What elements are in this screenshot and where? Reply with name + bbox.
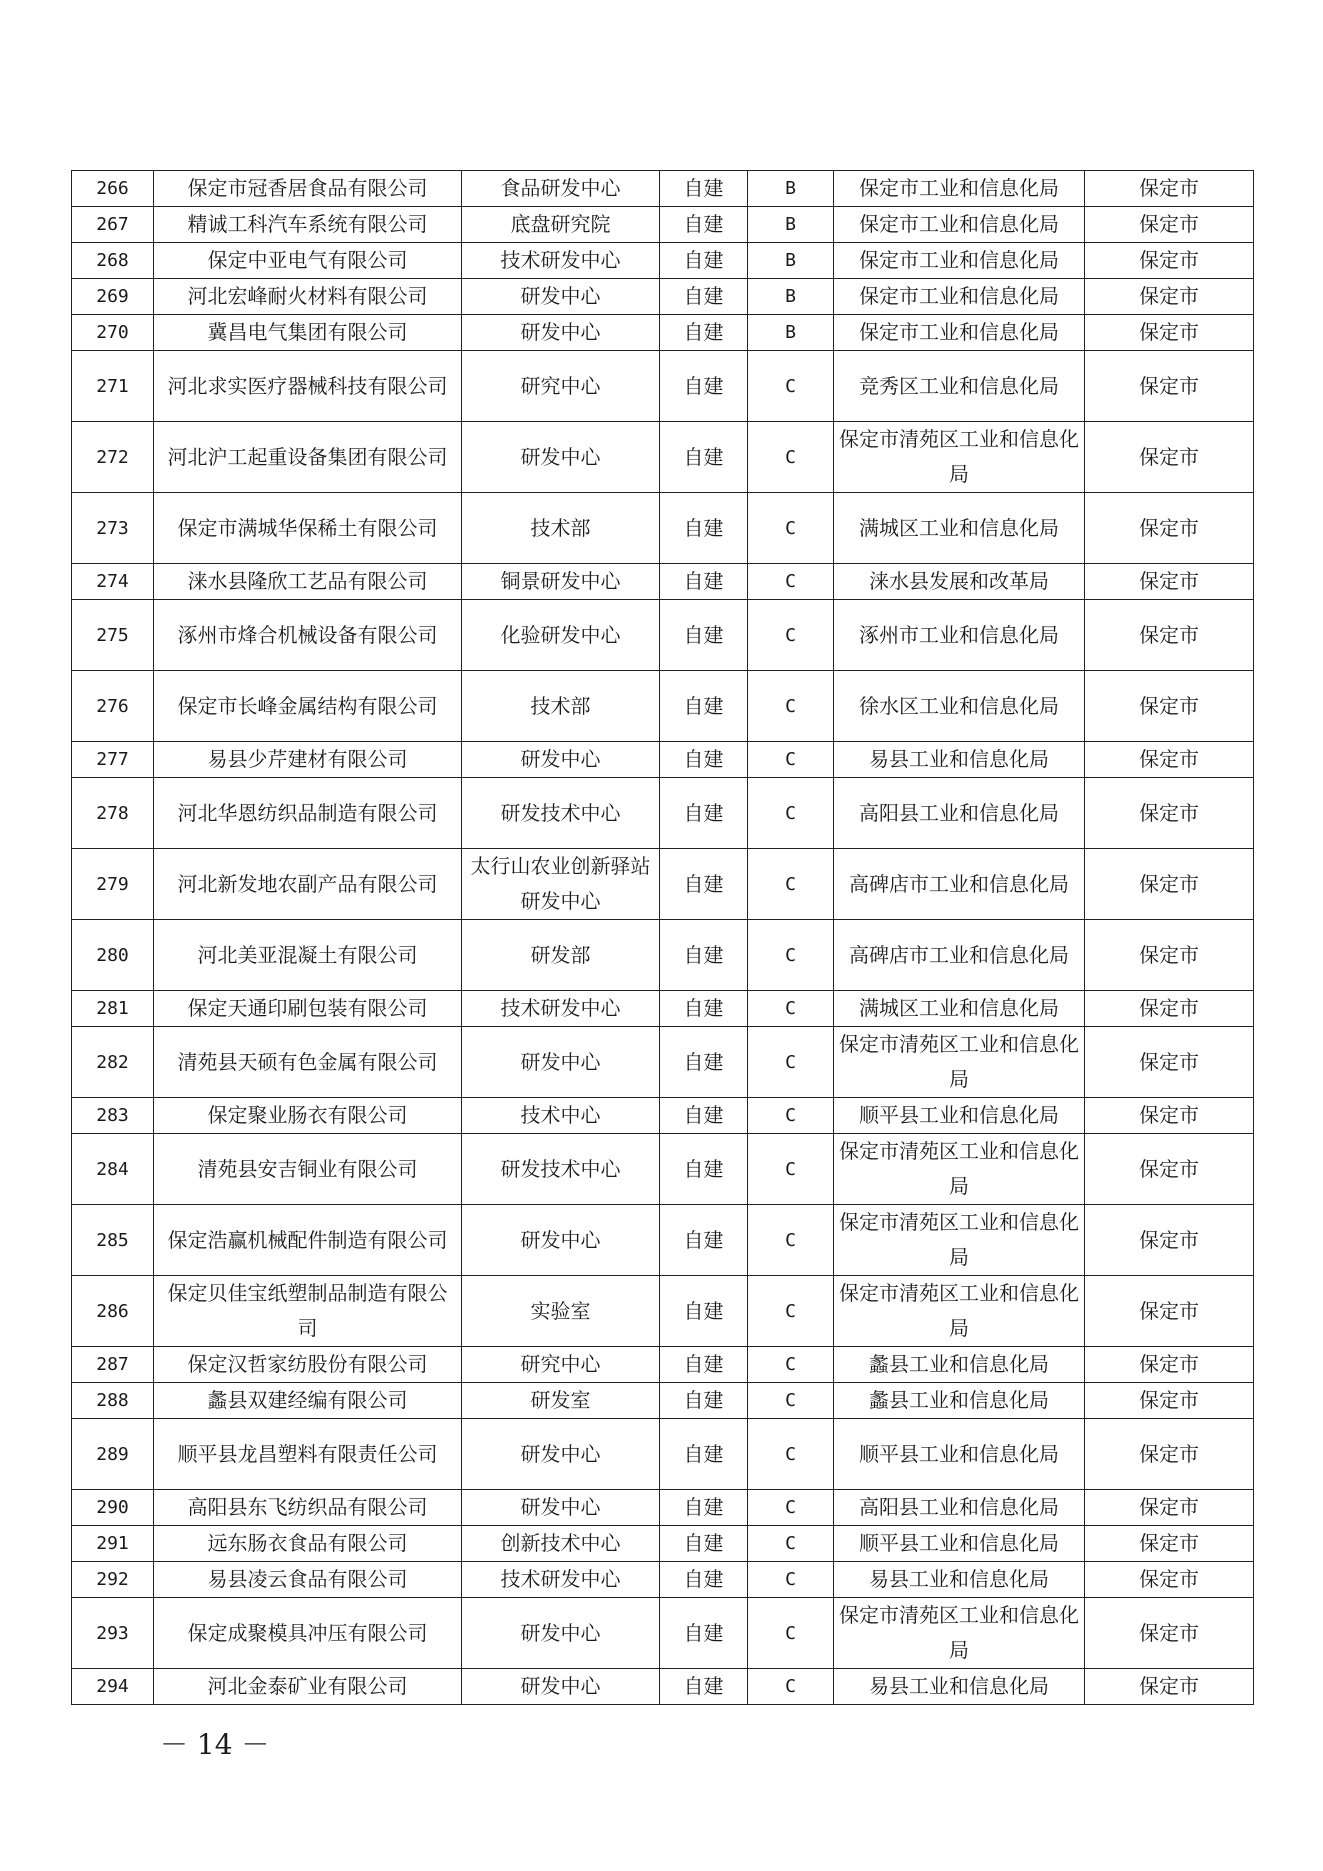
grade-cell: C bbox=[748, 1598, 834, 1669]
supervising-department-cell: 保定市工业和信息化局 bbox=[834, 279, 1085, 315]
table-row bbox=[72, 207, 1254, 243]
city-cell: 保定市 bbox=[1085, 778, 1254, 849]
build-type-cell: 自建 bbox=[660, 1205, 748, 1276]
build-type-cell: 自建 bbox=[660, 849, 748, 920]
rd-center-name-cell: 技术研发中心 bbox=[462, 243, 660, 279]
build-type-cell: 自建 bbox=[660, 351, 748, 422]
city-cell: 保定市 bbox=[1085, 564, 1254, 600]
city-cell: 保定市 bbox=[1085, 1027, 1254, 1098]
company-name-cell: 保定聚业肠衣有限公司 bbox=[154, 1098, 462, 1134]
grade-cell: C bbox=[748, 1134, 834, 1205]
grade-cell: C bbox=[748, 991, 834, 1027]
row-number-cell: 286 bbox=[72, 1276, 154, 1347]
table-row bbox=[72, 1562, 1254, 1598]
supervising-department-cell: 顺平县工业和信息化局 bbox=[834, 1098, 1085, 1134]
city-cell: 保定市 bbox=[1085, 171, 1254, 207]
rd-center-name-cell: 研发室 bbox=[462, 1383, 660, 1419]
company-name-cell: 河北宏峰耐火材料有限公司 bbox=[154, 279, 462, 315]
supervising-department-cell: 高碑店市工业和信息化局 bbox=[834, 920, 1085, 991]
supervising-department-cell: 易县工业和信息化局 bbox=[834, 1669, 1085, 1705]
city-cell: 保定市 bbox=[1085, 1490, 1254, 1526]
row-number-cell: 281 bbox=[72, 991, 154, 1027]
rd-center-name-cell: 研究中心 bbox=[462, 351, 660, 422]
table-row bbox=[72, 778, 1254, 849]
table-row bbox=[72, 849, 1254, 920]
city-cell: 保定市 bbox=[1085, 1098, 1254, 1134]
supervising-department-cell: 顺平县工业和信息化局 bbox=[834, 1419, 1085, 1490]
company-name-cell: 河北求实医疗器械科技有限公司 bbox=[154, 351, 462, 422]
build-type-cell: 自建 bbox=[660, 564, 748, 600]
company-name-cell: 河北沪工起重设备集团有限公司 bbox=[154, 422, 462, 493]
build-type-cell: 自建 bbox=[660, 991, 748, 1027]
supervising-department-cell: 满城区工业和信息化局 bbox=[834, 991, 1085, 1027]
supervising-department-cell: 保定市工业和信息化局 bbox=[834, 171, 1085, 207]
grade-cell: C bbox=[748, 493, 834, 564]
build-type-cell: 自建 bbox=[660, 1526, 748, 1562]
supervising-department-cell: 保定市清苑区工业和信息化局 bbox=[834, 1276, 1085, 1347]
rd-center-name-cell: 实验室 bbox=[462, 1276, 660, 1347]
table-row bbox=[72, 742, 1254, 778]
city-cell: 保定市 bbox=[1085, 1134, 1254, 1205]
grade-cell: C bbox=[748, 1027, 834, 1098]
build-type-cell: 自建 bbox=[660, 279, 748, 315]
grade-cell: C bbox=[748, 1669, 834, 1705]
company-name-cell: 清苑县天硕有色金属有限公司 bbox=[154, 1027, 462, 1098]
city-cell: 保定市 bbox=[1085, 1669, 1254, 1705]
build-type-cell: 自建 bbox=[660, 1134, 748, 1205]
row-number-cell: 270 bbox=[72, 315, 154, 351]
city-cell: 保定市 bbox=[1085, 1526, 1254, 1562]
grade-cell: B bbox=[748, 315, 834, 351]
row-number-cell: 267 bbox=[72, 207, 154, 243]
rd-center-name-cell: 研发技术中心 bbox=[462, 778, 660, 849]
table-row bbox=[72, 243, 1254, 279]
company-name-cell: 蠡县双建经编有限公司 bbox=[154, 1383, 462, 1419]
supervising-department-cell: 徐水区工业和信息化局 bbox=[834, 671, 1085, 742]
city-cell: 保定市 bbox=[1085, 422, 1254, 493]
row-number-cell: 266 bbox=[72, 171, 154, 207]
build-type-cell: 自建 bbox=[660, 243, 748, 279]
table-row bbox=[72, 1669, 1254, 1705]
supervising-department-cell: 保定市清苑区工业和信息化局 bbox=[834, 1027, 1085, 1098]
row-number-cell: 273 bbox=[72, 493, 154, 564]
city-cell: 保定市 bbox=[1085, 351, 1254, 422]
company-name-cell: 易县少芹建材有限公司 bbox=[154, 742, 462, 778]
company-name-cell: 保定天通印刷包装有限公司 bbox=[154, 991, 462, 1027]
rd-center-name-cell: 太行山农业创新驿站研发中心 bbox=[462, 849, 660, 920]
table-row bbox=[72, 1598, 1254, 1669]
row-number-cell: 291 bbox=[72, 1526, 154, 1562]
row-number-cell: 274 bbox=[72, 564, 154, 600]
build-type-cell: 自建 bbox=[660, 742, 748, 778]
grade-cell: C bbox=[748, 422, 834, 493]
supervising-department-cell: 蠡县工业和信息化局 bbox=[834, 1347, 1085, 1383]
build-type-cell: 自建 bbox=[660, 778, 748, 849]
company-name-cell: 河北华恩纺织品制造有限公司 bbox=[154, 778, 462, 849]
rd-center-name-cell: 研发中心 bbox=[462, 422, 660, 493]
grade-cell: C bbox=[748, 1098, 834, 1134]
grade-cell: C bbox=[748, 1347, 834, 1383]
grade-cell: C bbox=[748, 1205, 834, 1276]
city-cell: 保定市 bbox=[1085, 1419, 1254, 1490]
row-number-cell: 278 bbox=[72, 778, 154, 849]
rd-center-name-cell: 技术中心 bbox=[462, 1098, 660, 1134]
rd-center-name-cell: 创新技术中心 bbox=[462, 1526, 660, 1562]
rd-center-name-cell: 研发部 bbox=[462, 920, 660, 991]
supervising-department-cell: 竞秀区工业和信息化局 bbox=[834, 351, 1085, 422]
company-name-cell: 河北金泰矿业有限公司 bbox=[154, 1669, 462, 1705]
grade-cell: C bbox=[748, 671, 834, 742]
city-cell: 保定市 bbox=[1085, 243, 1254, 279]
build-type-cell: 自建 bbox=[660, 671, 748, 742]
build-type-cell: 自建 bbox=[660, 1562, 748, 1598]
rd-center-name-cell: 研发中心 bbox=[462, 1598, 660, 1669]
supervising-department-cell: 高碑店市工业和信息化局 bbox=[834, 849, 1085, 920]
row-number-cell: 275 bbox=[72, 600, 154, 671]
city-cell: 保定市 bbox=[1085, 493, 1254, 564]
rd-center-name-cell: 研发中心 bbox=[462, 1490, 660, 1526]
company-name-cell: 保定市冠香居食品有限公司 bbox=[154, 171, 462, 207]
build-type-cell: 自建 bbox=[660, 1027, 748, 1098]
supervising-department-cell: 保定市工业和信息化局 bbox=[834, 207, 1085, 243]
table-row bbox=[72, 171, 1254, 207]
build-type-cell: 自建 bbox=[660, 493, 748, 564]
city-cell: 保定市 bbox=[1085, 1562, 1254, 1598]
company-name-cell: 高阳县东飞纺织品有限公司 bbox=[154, 1490, 462, 1526]
supervising-department-cell: 涿州市工业和信息化局 bbox=[834, 600, 1085, 671]
build-type-cell: 自建 bbox=[660, 1347, 748, 1383]
supervising-department-cell: 保定市清苑区工业和信息化局 bbox=[834, 1598, 1085, 1669]
build-type-cell: 自建 bbox=[660, 171, 748, 207]
row-number-cell: 285 bbox=[72, 1205, 154, 1276]
supervising-department-cell: 保定市工业和信息化局 bbox=[834, 243, 1085, 279]
table-row bbox=[72, 1205, 1254, 1276]
row-number-cell: 279 bbox=[72, 849, 154, 920]
supervising-department-cell: 保定市清苑区工业和信息化局 bbox=[834, 1205, 1085, 1276]
table-row bbox=[72, 422, 1254, 493]
build-type-cell: 自建 bbox=[660, 1669, 748, 1705]
supervising-department-cell: 顺平县工业和信息化局 bbox=[834, 1526, 1085, 1562]
grade-cell: C bbox=[748, 1419, 834, 1490]
company-name-cell: 清苑县安吉铜业有限公司 bbox=[154, 1134, 462, 1205]
rd-center-name-cell: 研发中心 bbox=[462, 1419, 660, 1490]
city-cell: 保定市 bbox=[1085, 207, 1254, 243]
build-type-cell: 自建 bbox=[660, 1598, 748, 1669]
table-row bbox=[72, 1347, 1254, 1383]
row-number-cell: 282 bbox=[72, 1027, 154, 1098]
rd-center-name-cell: 研发中心 bbox=[462, 1669, 660, 1705]
company-name-cell: 易县凌云食品有限公司 bbox=[154, 1562, 462, 1598]
grade-cell: B bbox=[748, 279, 834, 315]
city-cell: 保定市 bbox=[1085, 279, 1254, 315]
city-cell: 保定市 bbox=[1085, 1383, 1254, 1419]
grade-cell: C bbox=[748, 1276, 834, 1347]
grade-cell: C bbox=[748, 1526, 834, 1562]
grade-cell: C bbox=[748, 920, 834, 991]
row-number-cell: 283 bbox=[72, 1098, 154, 1134]
supervising-department-cell: 高阳县工业和信息化局 bbox=[834, 1490, 1085, 1526]
table-row bbox=[72, 920, 1254, 991]
rd-center-name-cell: 技术研发中心 bbox=[462, 1562, 660, 1598]
supervising-department-cell: 高阳县工业和信息化局 bbox=[834, 778, 1085, 849]
grade-cell: C bbox=[748, 1383, 834, 1419]
supervising-department-cell: 保定市清苑区工业和信息化局 bbox=[834, 422, 1085, 493]
build-type-cell: 自建 bbox=[660, 1490, 748, 1526]
table-row bbox=[72, 279, 1254, 315]
build-type-cell: 自建 bbox=[660, 1276, 748, 1347]
rd-center-name-cell: 研发技术中心 bbox=[462, 1134, 660, 1205]
company-name-cell: 河北美亚混凝土有限公司 bbox=[154, 920, 462, 991]
city-cell: 保定市 bbox=[1085, 991, 1254, 1027]
page-number: － 14 － bbox=[160, 1728, 270, 1761]
row-number-cell: 290 bbox=[72, 1490, 154, 1526]
company-name-cell: 涞水县隆欣工艺品有限公司 bbox=[154, 564, 462, 600]
row-number-cell: 289 bbox=[72, 1419, 154, 1490]
company-name-cell: 精诚工科汽车系统有限公司 bbox=[154, 207, 462, 243]
grade-cell: B bbox=[748, 171, 834, 207]
enterprise-rd-center-table bbox=[71, 170, 1254, 1705]
table-row bbox=[72, 1098, 1254, 1134]
table-row bbox=[72, 671, 1254, 742]
company-name-cell: 河北新发地农副产品有限公司 bbox=[154, 849, 462, 920]
company-name-cell: 顺平县龙昌塑料有限责任公司 bbox=[154, 1419, 462, 1490]
table-row bbox=[72, 564, 1254, 600]
rd-center-name-cell: 技术部 bbox=[462, 671, 660, 742]
table-row bbox=[72, 600, 1254, 671]
build-type-cell: 自建 bbox=[660, 920, 748, 991]
company-name-cell: 保定市满城华保稀土有限公司 bbox=[154, 493, 462, 564]
rd-center-name-cell: 底盘研究院 bbox=[462, 207, 660, 243]
table-row bbox=[72, 1383, 1254, 1419]
row-number-cell: 288 bbox=[72, 1383, 154, 1419]
city-cell: 保定市 bbox=[1085, 1598, 1254, 1669]
row-number-cell: 294 bbox=[72, 1669, 154, 1705]
table-row bbox=[72, 1490, 1254, 1526]
company-name-cell: 远东肠衣食品有限公司 bbox=[154, 1526, 462, 1562]
rd-center-name-cell: 研发中心 bbox=[462, 742, 660, 778]
rd-center-name-cell: 研究中心 bbox=[462, 1347, 660, 1383]
rd-center-name-cell: 研发中心 bbox=[462, 279, 660, 315]
rd-center-name-cell: 研发中心 bbox=[462, 1205, 660, 1276]
table-row bbox=[72, 991, 1254, 1027]
city-cell: 保定市 bbox=[1085, 1205, 1254, 1276]
table-row bbox=[72, 493, 1254, 564]
grade-cell: C bbox=[748, 1562, 834, 1598]
rd-center-name-cell: 技术研发中心 bbox=[462, 991, 660, 1027]
row-number-cell: 287 bbox=[72, 1347, 154, 1383]
company-name-cell: 保定市长峰金属结构有限公司 bbox=[154, 671, 462, 742]
grade-cell: B bbox=[748, 243, 834, 279]
rd-center-name-cell: 研发中心 bbox=[462, 1027, 660, 1098]
table-row bbox=[72, 1419, 1254, 1490]
row-number-cell: 268 bbox=[72, 243, 154, 279]
supervising-department-cell: 易县工业和信息化局 bbox=[834, 1562, 1085, 1598]
city-cell: 保定市 bbox=[1085, 742, 1254, 778]
company-name-cell: 冀昌电气集团有限公司 bbox=[154, 315, 462, 351]
row-number-cell: 271 bbox=[72, 351, 154, 422]
build-type-cell: 自建 bbox=[660, 1098, 748, 1134]
grade-cell: C bbox=[748, 564, 834, 600]
row-number-cell: 277 bbox=[72, 742, 154, 778]
table-row bbox=[72, 351, 1254, 422]
city-cell: 保定市 bbox=[1085, 920, 1254, 991]
company-name-cell: 保定成聚模具冲压有限公司 bbox=[154, 1598, 462, 1669]
rd-center-name-cell: 技术部 bbox=[462, 493, 660, 564]
table-row bbox=[72, 1276, 1254, 1347]
build-type-cell: 自建 bbox=[660, 422, 748, 493]
grade-cell: C bbox=[748, 600, 834, 671]
row-number-cell: 269 bbox=[72, 279, 154, 315]
supervising-department-cell: 保定市清苑区工业和信息化局 bbox=[834, 1134, 1085, 1205]
rd-center-name-cell: 铜景研发中心 bbox=[462, 564, 660, 600]
row-number-cell: 272 bbox=[72, 422, 154, 493]
table-row bbox=[72, 1027, 1254, 1098]
company-name-cell: 涿州市烽合机械设备有限公司 bbox=[154, 600, 462, 671]
rd-center-name-cell: 化验研发中心 bbox=[462, 600, 660, 671]
row-number-cell: 284 bbox=[72, 1134, 154, 1205]
build-type-cell: 自建 bbox=[660, 1419, 748, 1490]
grade-cell: B bbox=[748, 207, 834, 243]
supervising-department-cell: 易县工业和信息化局 bbox=[834, 742, 1085, 778]
supervising-department-cell: 蠡县工业和信息化局 bbox=[834, 1383, 1085, 1419]
build-type-cell: 自建 bbox=[660, 315, 748, 351]
supervising-department-cell: 保定市工业和信息化局 bbox=[834, 315, 1085, 351]
city-cell: 保定市 bbox=[1085, 1347, 1254, 1383]
grade-cell: C bbox=[748, 1490, 834, 1526]
build-type-cell: 自建 bbox=[660, 600, 748, 671]
city-cell: 保定市 bbox=[1085, 600, 1254, 671]
grade-cell: C bbox=[748, 742, 834, 778]
grade-cell: C bbox=[748, 849, 834, 920]
build-type-cell: 自建 bbox=[660, 207, 748, 243]
table-row bbox=[72, 1526, 1254, 1562]
city-cell: 保定市 bbox=[1085, 849, 1254, 920]
grade-cell: C bbox=[748, 778, 834, 849]
row-number-cell: 293 bbox=[72, 1598, 154, 1669]
company-name-cell: 保定浩赢机械配件制造有限公司 bbox=[154, 1205, 462, 1276]
table-row bbox=[72, 1134, 1254, 1205]
rd-center-name-cell: 食品研发中心 bbox=[462, 171, 660, 207]
company-name-cell: 保定汉哲家纺股份有限公司 bbox=[154, 1347, 462, 1383]
supervising-department-cell: 满城区工业和信息化局 bbox=[834, 493, 1085, 564]
company-name-cell: 保定贝佳宝纸塑制品制造有限公司 bbox=[154, 1276, 462, 1347]
row-number-cell: 280 bbox=[72, 920, 154, 991]
row-number-cell: 292 bbox=[72, 1562, 154, 1598]
build-type-cell: 自建 bbox=[660, 1383, 748, 1419]
city-cell: 保定市 bbox=[1085, 315, 1254, 351]
company-name-cell: 保定中亚电气有限公司 bbox=[154, 243, 462, 279]
city-cell: 保定市 bbox=[1085, 1276, 1254, 1347]
row-number-cell: 276 bbox=[72, 671, 154, 742]
city-cell: 保定市 bbox=[1085, 671, 1254, 742]
supervising-department-cell: 涞水县发展和改革局 bbox=[834, 564, 1085, 600]
grade-cell: C bbox=[748, 351, 834, 422]
rd-center-name-cell: 研发中心 bbox=[462, 315, 660, 351]
table-row bbox=[72, 315, 1254, 351]
